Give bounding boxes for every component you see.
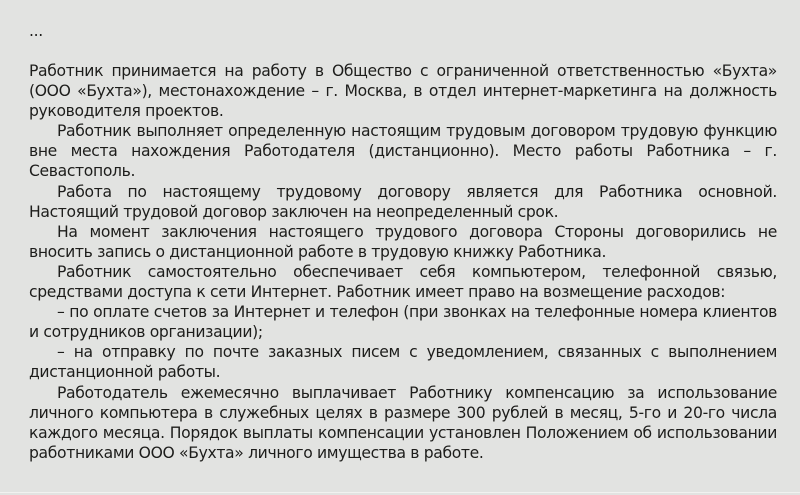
paragraph-compensation: Работодатель ежемесячно выплачивает Работнику компенсацию за использование личного компьютера в служебных целях в размере 300 рублей в месяц, 5-го и 20-го числа каждого месяца. Порядок выплаты компенсации установлен Положением об использовании работниками ООО «Бухта» личного имущества в работе. [29,383,777,462]
paragraph-remote-work: Работник выполняет определенную настоящим трудовым договором трудовую функцию вне места нахождения Работодателя (дистанционно). Место работы Работника – г. Севастополь. [29,122,777,181]
paragraph-main-job-term: Работа по настоящему трудовому договору является для Работника основной. Настоящий трудовой договор заключен на неопределенный срок. [29,182,777,221]
document-excerpt [29,21,777,463]
paragraph-workbook-record: На момент заключения настоящего трудового договора Стороны договорились не вносить запись о дистанционной работе в трудовую книжку Работника. [29,222,777,261]
omission-ellipsis: ... [29,22,43,40]
paragraph-employment-place: Работник принимается на работу в Общество с ограниченной ответственностью «Бухта» (ООО «Бухта»), местонахождение – г. Москва, в отдел интернет-маркетинга на должность руководителя проектов. [29,62,777,121]
bottom-divider [0,492,800,493]
paragraph-equipment-expenses: Работник самостоятельно обеспечивает себя компьютером, телефонной связью, средствами доступа к сети Интернет. Работник имеет право на возмещение расходов: [29,262,777,302]
list-item-registered-mail: – на отправку по почте заказных писем с уведомлением, связанных с выполнением дистанционной работы. [29,343,777,382]
list-item-internet-phone: – по оплате счетов за Интернет и телефон (при звонках на телефонные номера клиентов и сотрудников организации); [29,303,777,342]
